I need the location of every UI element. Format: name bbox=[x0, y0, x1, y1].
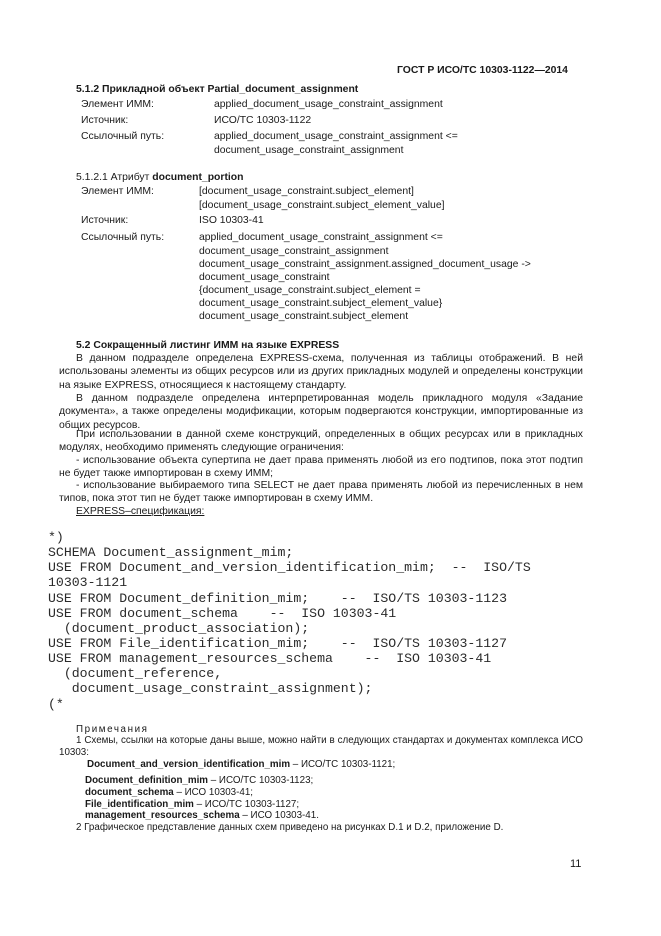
standard-ref: – ИСО/ТС 10303-1121; bbox=[290, 759, 396, 770]
code-line: USE FROM management_resources_schema -- ISO 10303-41 bbox=[48, 651, 492, 666]
schema-name: Document_definition_mim bbox=[85, 775, 209, 786]
row-value: applied_document_usage_constraint_assignment <= bbox=[199, 232, 443, 243]
code-line: document_usage_constraint_assignment); bbox=[48, 681, 373, 696]
code-line: *) bbox=[48, 530, 64, 545]
paragraph: В данном подразделе определена интерпретированная модель прикладного модуля «Задание документа», а также определены модификации, которым подвергаются конструкции, импортированные из общих ресурсов. bbox=[59, 393, 583, 431]
page-number: 11 bbox=[570, 858, 582, 870]
row-label: Ссылочный путь: bbox=[81, 232, 165, 243]
list-item: - использование объекта супертипа не дает права применять любой из его подтипов, пока этот подтип не будет также импортирован в схему ИММ; bbox=[59, 455, 583, 480]
schema-name: File_identification_mim bbox=[85, 799, 194, 810]
document-number: ГОСТ Р ИСО/ТС 10303-1122—2014 bbox=[397, 65, 568, 76]
row-value: document_usage_constraint_assignment.assigned_document_usage -> bbox=[199, 259, 531, 270]
code-line: (document_reference, bbox=[48, 666, 223, 681]
paragraph: В данном подразделе определена EXPRESS-схема, полученная из таблицы отображений. В ней использованы элементы из общих ресурсов или из других прикладных модулей и определены конструкции на языке EXPRESS, относящиеся к настоящему стандарту. bbox=[59, 353, 583, 391]
row-label: Элемент ИММ: bbox=[81, 99, 154, 110]
code-line: (* bbox=[48, 697, 64, 712]
row-label: Источник: bbox=[81, 115, 129, 126]
row-value: document_usage_constraint.subject_element bbox=[199, 311, 409, 322]
note-2: 2 Графическое представление данных схем приведено на рисунках D.1 и D.2, приложение D. bbox=[76, 822, 504, 833]
row-value: document_usage_constraint.subject_element_value} bbox=[199, 298, 443, 309]
standard-ref: – ИСО/ТС 10303-1123; bbox=[208, 775, 314, 786]
code-line: (document_product_association); bbox=[48, 621, 310, 636]
row-label: Ссылочный путь: bbox=[81, 131, 165, 142]
section-5-1-2-heading: 5.1.2 Прикладной объект Partial_document_assignment bbox=[76, 84, 359, 95]
row-value: ISO 10303-41 bbox=[199, 215, 264, 226]
row-label: Элемент ИММ: bbox=[81, 186, 154, 197]
code-line: USE FROM document_schema -- ISO 10303-41 bbox=[48, 606, 397, 621]
notes-title: Примечания bbox=[76, 724, 149, 735]
reference-item bbox=[87, 758, 395, 771]
schema-name: document_schema bbox=[85, 787, 174, 798]
row-value: document_usage_constraint bbox=[199, 272, 330, 283]
row-value: document_usage_constraint_assignment bbox=[214, 145, 404, 156]
section-5-1-2-1-heading bbox=[76, 171, 243, 184]
express-spec-label: EXPRESS–спецификация: bbox=[76, 506, 205, 517]
code-line: 10303-1121 bbox=[48, 575, 128, 590]
list-item: - использование выбираемого типа SELECT не дает права применять любой из перечисленных в нем типов, пока этот тип не будет также импортирован в схему ИММ. bbox=[59, 480, 583, 505]
schema-name: Document_and_version_identification_mim bbox=[87, 759, 291, 770]
code-line: USE FROM File_identification_mim; -- ISO/TS 10303-1127 bbox=[48, 636, 507, 651]
standard-ref: – ИСО 10303-41. bbox=[239, 810, 319, 821]
note-1: 1 Схемы, ссылки на которые даны выше, можно найти в следующих стандартах и документах комплекса ИСО 10303: bbox=[59, 735, 583, 759]
code-line: USE FROM Document_and_version_identification_mim; -- ISO/TS bbox=[48, 560, 531, 575]
row-label: Источник: bbox=[81, 215, 129, 226]
row-value: [document_usage_constraint.subject_element_value] bbox=[199, 200, 445, 211]
row-value: ИСО/ТС 10303-1122 bbox=[214, 115, 312, 126]
heading-prefix: 5.1.2.1 Атрибут bbox=[76, 172, 153, 183]
section-5-2-heading: 5.2 Сокращенный листинг ИММ на языке EXPRESS bbox=[76, 340, 340, 351]
standard-ref: – ИСО/ТС 10303-1127; bbox=[193, 799, 300, 810]
schema-name: management_resources_schema bbox=[85, 810, 240, 821]
code-line: USE FROM Document_definition_mim; -- ISO/TS 10303-1123 bbox=[48, 591, 507, 606]
row-value: [document_usage_constraint.subject_element] bbox=[199, 186, 414, 197]
standard-ref: – ИСО 10303-41; bbox=[173, 787, 254, 798]
row-value: document_usage_constraint_assignment bbox=[199, 246, 389, 257]
row-value: {document_usage_constraint.subject_element = bbox=[199, 285, 421, 296]
row-value: applied_document_usage_constraint_assignment bbox=[214, 99, 443, 110]
row-value: applied_document_usage_constraint_assignment <= bbox=[214, 131, 458, 142]
attribute-name: document_portion bbox=[152, 172, 244, 183]
paragraph: При использовании в данной схеме конструкций, определенных в общих ресурсах или в прикладных модулях, необходимо применять следующие ограничения: bbox=[59, 429, 583, 454]
code-line: SCHEMA Document_assignment_mim; bbox=[48, 545, 294, 560]
